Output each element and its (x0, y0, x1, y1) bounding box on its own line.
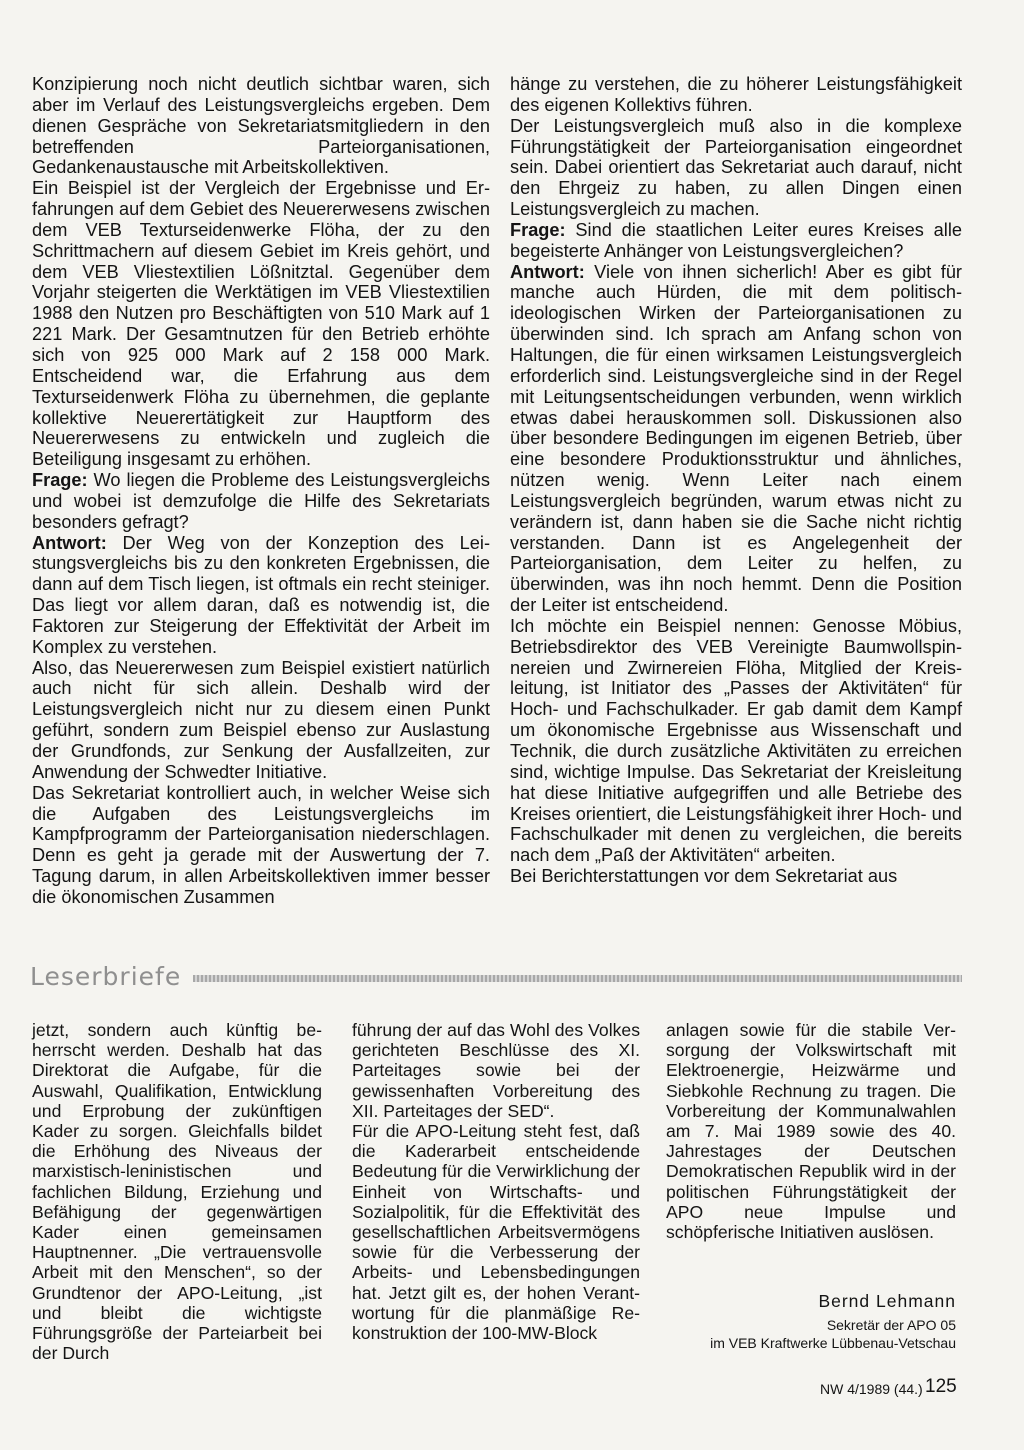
question-text: Wo liegen die Probleme des Leistungsvergleichs und wobei ist demzufolge die Hilfe des Sekretariats besonders gefragt? (32, 470, 490, 532)
paragraph: jetzt, sondern auch künftig beherrscht werden. Deshalb hat das Direktorat die Aufgabe, für die Auswahl, Qualifikation, Entwicklung und Erprobung der zukünftigen Kader zu sorgen. Gleichfalls bildet die Erhöhung des Niveaus der marxistisch-leninistischen und fachlichen Bildung, Erziehung und Befähigung der gegenwärtigen Kader einen gemeinsamen Hauptnenner. „Die vertrauensvolle Arbeit mit den Menschen“, so der Grundtenor der APO-Leitung, „ist und bleibt die wichtigste Führungsgröße der Parteiarbeit bei der Durch (32, 1020, 322, 1364)
article-column-right (510, 74, 962, 887)
answer-label: Antwort: (510, 261, 585, 282)
page-number: 125 (925, 1376, 957, 1397)
question-text: Sind die staatlichen Leiter eures Kreises alle begeisterte Anhänger von Leistungsvergleichen? (510, 219, 962, 261)
letter-column-1 (32, 1020, 322, 1363)
section-rule (193, 975, 962, 982)
answer-text: Der Weg von der Konzeption des Leistungsvergleichs bis zu den konkreten Ergebnissen, die dann auf dem Tisch liegen, ist oftmals ein recht steiniger. Das liegt vor allem daran, daß es notwendig ist, die Faktoren zur Steigerung der Effektivität der Arbeit im Komplex zu verstehen. (32, 532, 490, 657)
answer-paragraph (510, 262, 962, 616)
paragraph: Der Leistungsvergleich muß also in die komplexe Führungstätigkeit der Parteiorganisation eingeordnet sein. Dabei orientiert das Sekretariat auch darauf, nicht den Ehrgeiz zu haben, zu allen Dingen einen Leistungsvergleich zu machen. (510, 115, 962, 220)
question-label: Frage: (32, 470, 88, 491)
letter-column-3 (666, 1020, 956, 1242)
paragraph: anlagen sowie für die stabile Versorgung der Volkswirtschaft mit Elektroenergie, Heizwärme und Siebkohle Rechnung zu tragen. Die Vorbereitung der Kommunalwahlen am 7. Mai 1989 sowie des 40. Jahrestages der Deutschen Demokratischen Republik wird in der politischen Führungstätigkeit der APO neue Impulse und schöpferische Initiativen auslösen. (666, 1020, 956, 1243)
question-label: Frage: (510, 219, 566, 240)
issue-reference: NW 4/1989 (44.) (820, 1381, 923, 1397)
question-paragraph (32, 470, 490, 533)
section-header (30, 962, 962, 992)
paragraph: Ein Beispiel ist der Vergleich der Ergebnisse und Erfahrungen auf dem Gebiet des Neuererwesens zwischen dem VEB Texturseidenwerke Flöha, der zu den Schrittmachern auf diesem Gebiet im Kreis gehört, und dem VEB Vliestextilien Lößnitztal. Gegenüber dem Vorjahr steigerten die Werktätigen im VEB Vliestextilien 1988 den Nutzen pro Beschäftigten von 510 Mark auf 1 221 Mark. Der Gesamtnutzen für den Betrieb erhöhte sich von 925 000 Mark auf 2 158 000 Mark. Entscheidend war, die Erfahrung aus dem Texturseidenwerk Flöha zu übernehmen, die geplante kollektive Neuerertätigkeit zur Hauptform des Neuererwesens zu entwickeln und zugleich die Beteiligung insgesamt zu erhöhen. (32, 178, 490, 470)
paragraph: hänge zu verstehen, die zu höherer Leistungsfähigkeit des eigenen Kollektivs führen. (510, 74, 962, 115)
author-role-line: im VEB Kraftwerke Lübbenau-Vetschau (710, 1335, 956, 1351)
paragraph: Bei Berichterstattungen vor dem Sekretariat aus (510, 866, 898, 887)
author-role (616, 1316, 956, 1352)
letter-column-2 (352, 1020, 640, 1343)
paragraph: Das Sekretariat kontrolliert auch, in welcher Weise sich die Aufgaben des Leistungsvergleichs im Kampfprogramm der Parteiorganisation niederschlagen. Denn es geht ja gerade mit der Auswertung der 7. Tagung darum, in allen Arbeitskollektiven immer besser die ökonomischen Zusammen (32, 782, 490, 907)
paragraph: Für die APO-Leitung steht fest, daß die Kaderarbeit entscheidende Bedeutung für die Verwirklichung der Einheit von Wirtschafts- und Sozialpolitik, für die Effektivität des gesellschaftlichen Arbeitsvermögens sowie für die Verbesserung der Arbeits- und Lebensbedingungen hat. Jetzt gilt es, der hohen Verantwortung für die planmäßige Rekonstruktion der 100-MW-Block (352, 1121, 640, 1344)
paragraph: führung der auf das Wohl des Volkes gerichteten Beschlüsse des XI. Parteitages sowie bei der gewissenhaften Vorbereitung des XII. Parteitages der SED“. (352, 1020, 640, 1121)
paragraph: Konzipierung noch nicht deutlich sichtbar waren, sich aber im Verlauf des Leistungsvergleichs ergeben. Dem dienen Gespräche von Sekretariatsmitgliedern in den betreffenden Parteiorganisationen, Gedankenaustausche mit Arbeitskollektiven. (32, 74, 490, 178)
answer-text: Viele von ihnen sicherlich! Aber es gibt für manche auch Hürden, die mit dem politisch-ideologischen Wirken der Parteiorganisationen zu überwinden sind. Ich sprach am Anfang schon von Haltungen, die für einen wirksamen Leistungsvergleich erforderlich sind. Leistungsvergleiche sind in der Regel mit Leitungsentscheidungen verbunden, wenn wirklich etwas dabei herauskommen soll. Diskussionen also über besondere Bedingungen im eigenen Betrieb, über eine besondere Produktionsstruktur und ähnliches, nützen wenig. Wenn Leiter nach einem Leistungsvergleich begründen, warum etwas nicht zu verändern ist, dann haben sie die Sache nicht richtig verstanden. Dann ist es Angelegenheit der Parteiorganisation, dem Leiter zu helfen, zu überwinden, was ihn noch hemmt. Denn die Position der Leiter ist entscheidend. (510, 261, 962, 616)
author-name: Bernd Lehmann (818, 1291, 956, 1311)
article-column-left (32, 74, 490, 908)
question-paragraph (510, 220, 962, 262)
paragraph: Ich möchte ein Beispiel nennen: Genosse Möbius, Betriebsdirektor des VEB Vereinigte Baumwollspinnereien und Zwirnereien Flöha, Mitglied der Kreisleitung, ist Initiator des „Passes der Aktivitäten“ für Hoch- und Fachschulkader. Er gab damit dem Kampf um ökonomische Ergebnisse aus Wissenschaft und Technik, die durch zusätzliche Aktivitäten zu erreichen sind, wichtige Impulse. Das Sekretariat der Kreisleitung hat diese Initiative aufgegriffen und alle Betriebe des Kreises orientiert, die Leistungsfähigkeit ihrer Hoch- und Fachschulkader mit denen zu vergleichen, die bereits nach dem „Paß der Aktivitäten“ arbeiten. (510, 615, 962, 866)
paragraph: Also, das Neuererwesen zum Beispiel existiert natürlich auch nicht für sich allein. Deshalb wird der Leistungsvergleich nicht nur zu diesem einen Punkt geführt, sondern zum Beispiel ebenso zur Auslastung der Grundfonds, zur Senkung der Ausfallzeiten, zur Anwendung der Schwedter Initiative. (32, 657, 490, 782)
answer-label: Antwort: (32, 532, 107, 553)
author-role-line: Sekretär der APO 05 (826, 1317, 956, 1333)
section-title: Leserbriefe (30, 962, 182, 991)
answer-paragraph (32, 533, 490, 658)
